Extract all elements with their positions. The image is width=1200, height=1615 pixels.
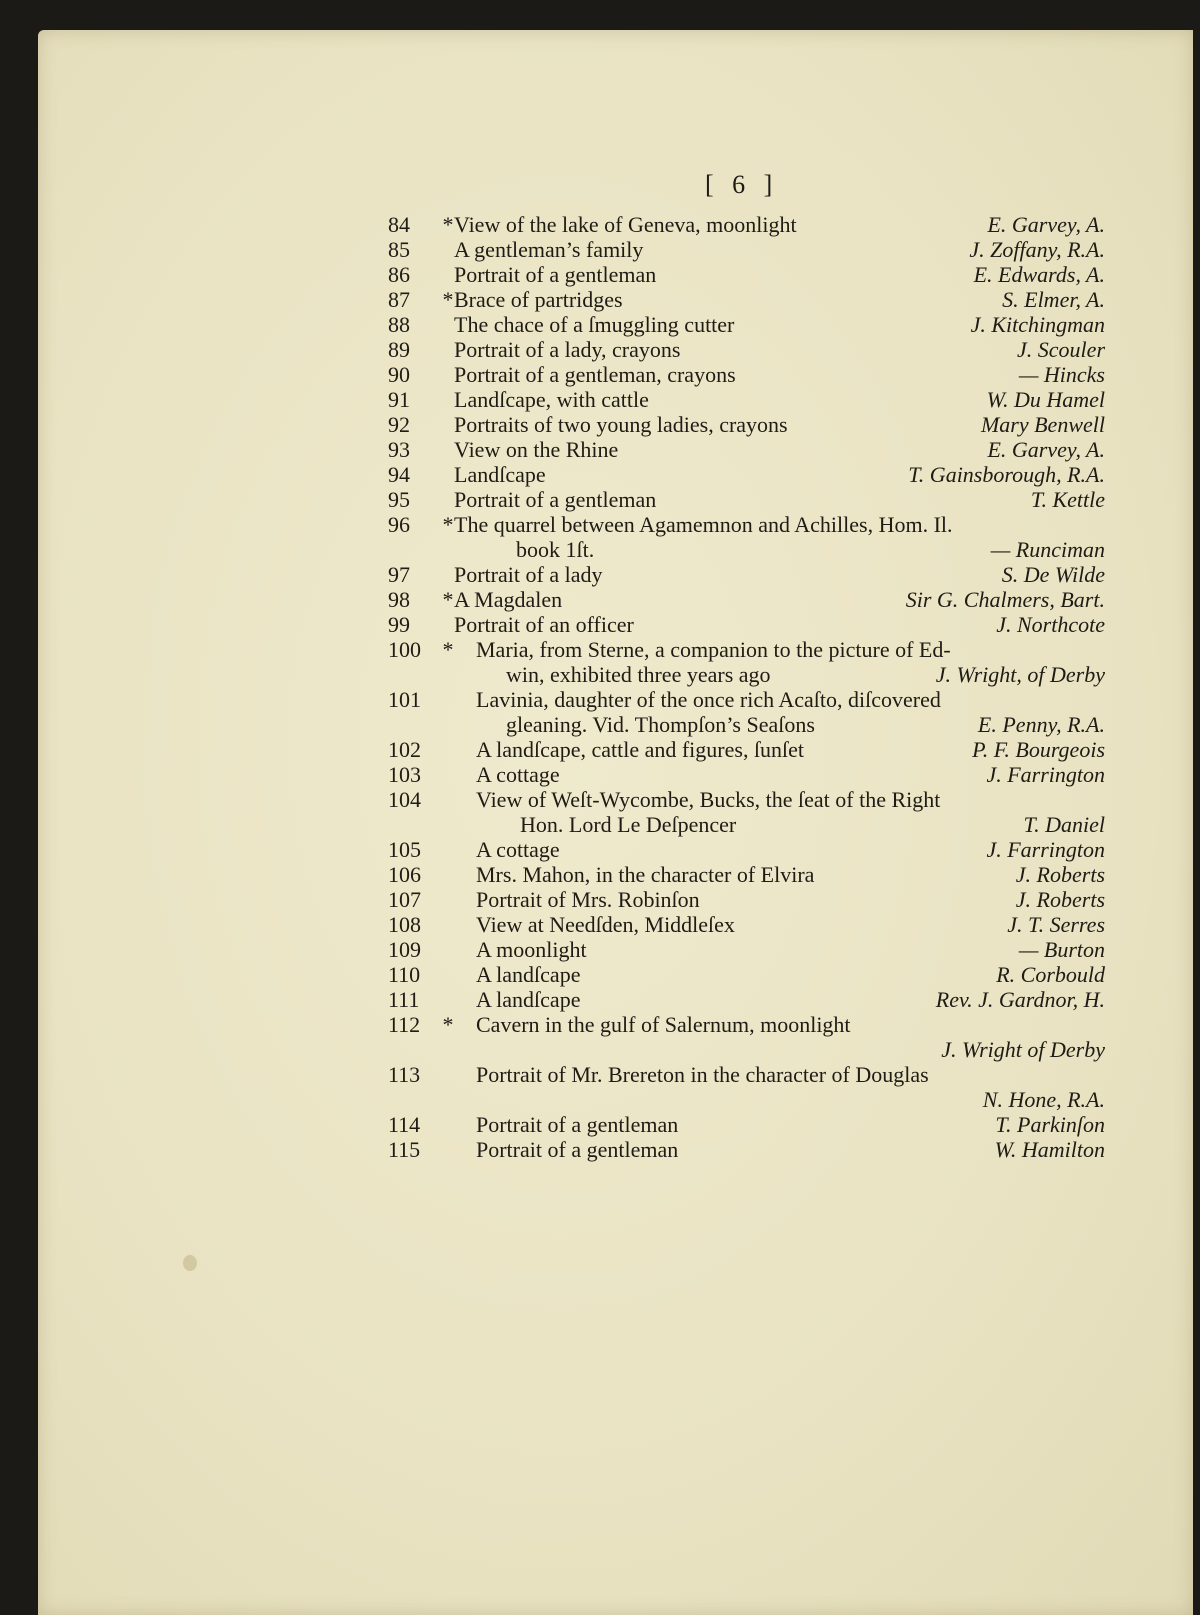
entry-title: Landſcape — [454, 462, 546, 487]
entry-title: A landſcape, cattle and figures, ſunſet — [476, 737, 805, 762]
asterisk-marker: * — [442, 287, 454, 312]
entry-artist: J. Farrington — [986, 762, 1105, 787]
entry-number: 114 — [388, 1112, 421, 1137]
entry-number: 96 — [388, 512, 410, 537]
entry-number: 85 — [388, 237, 410, 262]
entry-title: Portrait of a gentleman — [454, 262, 657, 287]
entry-title: Lavinia, daughter of the once rich Acaſto, diſcovered — [476, 687, 941, 712]
entry-artist: — Runciman — [990, 537, 1105, 562]
entry-number: 98 — [388, 587, 410, 612]
entry-artist: T. Kettle — [1030, 487, 1105, 512]
entry-artist: J. Wright of Derby — [941, 1037, 1105, 1062]
entry-number: 88 — [388, 312, 410, 337]
entry-title: book 1ſt. — [516, 537, 595, 562]
entry-artist: E. Garvey, A. — [987, 437, 1105, 462]
entry-number: 92 — [388, 412, 410, 437]
entry-number: 95 — [388, 487, 410, 512]
entry-title: A gentleman’s family — [454, 237, 644, 262]
entry-title: Hon. Lord Le Deſpencer — [520, 812, 737, 837]
entry-artist: W. Du Hamel — [986, 387, 1105, 412]
entry-title: Portrait of a gentleman — [454, 487, 657, 512]
entry-number: 89 — [388, 337, 410, 362]
entry-title: Portrait of a lady — [454, 562, 603, 587]
entry-number: 106 — [388, 862, 421, 887]
entry-number: 102 — [388, 737, 421, 762]
entry-title: Portrait of a gentleman, crayons — [454, 362, 736, 387]
entry-title: A cottage — [476, 837, 560, 862]
entry-number: 110 — [388, 962, 421, 987]
entry-title: A landſcape — [476, 987, 581, 1012]
page-header: [ 6 ] — [705, 170, 779, 199]
entry-number: 101 — [388, 687, 421, 712]
entry-number: 93 — [388, 437, 410, 462]
entry-artist: J. Kitchingman — [970, 312, 1105, 337]
entry-number: 113 — [388, 1062, 421, 1087]
entry-artist: W. Hamilton — [994, 1137, 1105, 1162]
entry-title: A moonlight — [476, 937, 587, 962]
entry-number: 99 — [388, 612, 410, 637]
entry-number: 87 — [388, 287, 410, 312]
entry-artist: J. Northcote — [996, 612, 1105, 637]
entry-artist: T. Parkinſon — [995, 1112, 1105, 1137]
entry-number: 104 — [388, 787, 421, 812]
entry-title: The chace of a ſmuggling cutter — [454, 312, 735, 337]
entry-number: 90 — [388, 362, 410, 387]
asterisk-marker: * — [442, 587, 454, 612]
entry-number: 97 — [388, 562, 410, 587]
asterisk-marker: * — [442, 512, 454, 537]
entry-artist: N. Hone, R.A. — [982, 1087, 1105, 1112]
entry-artist: J. Roberts — [1015, 887, 1105, 912]
entry-title: gleaning. Vid. Thompſon’s Seaſons — [506, 712, 815, 737]
entry-title: View of the lake of Geneva, moonlight — [454, 212, 797, 237]
entry-artist: E. Penny, R.A. — [977, 712, 1105, 737]
entry-number: 84 — [388, 212, 410, 237]
entry-artist: E. Garvey, A. — [987, 212, 1105, 237]
entry-title: The quarrel between Agamemnon and Achilles, Hom. Il. — [454, 512, 953, 537]
entry-title: Landſcape, with cattle — [454, 387, 649, 412]
paper-stain — [183, 1255, 197, 1271]
entry-number: 108 — [388, 912, 421, 937]
entry-artist: — Burton — [1018, 937, 1105, 962]
entry-artist: P. F. Bourgeois — [972, 737, 1105, 762]
entry-artist: S. Elmer, A. — [1002, 287, 1105, 312]
entry-title: Brace of partridges — [454, 287, 623, 312]
entry-title: Portrait of a gentleman — [476, 1112, 679, 1137]
entry-title: Cavern in the gulf of Salernum, moonlight — [476, 1012, 851, 1037]
entry-title: View at Needſden, Middleſex — [476, 912, 735, 937]
entry-number: 103 — [388, 762, 421, 787]
entry-number: 107 — [388, 887, 421, 912]
entry-title: Mrs. Mahon, in the character of Elvira — [476, 862, 815, 887]
entry-title: A cottage — [476, 762, 560, 787]
entry-artist: J. T. Serres — [1007, 912, 1105, 937]
entry-title: Portrait of a lady, crayons — [454, 337, 681, 362]
entry-title: win, exhibited three years ago — [506, 662, 771, 687]
entry-number: 86 — [388, 262, 410, 287]
entry-artist: J. Wright, of Derby — [935, 662, 1105, 687]
entry-artist: J. Zoffany, R.A. — [969, 237, 1105, 262]
catalogue-page — [38, 30, 1193, 1615]
entry-number: 115 — [388, 1137, 421, 1162]
entry-title: A Magdalen — [454, 587, 563, 612]
entry-artist: T. Gainsborough, R.A. — [908, 462, 1105, 487]
entry-title: Maria, from Sterne, a companion to the picture of Ed- — [476, 637, 951, 662]
entry-artist: Sir G. Chalmers, Bart. — [905, 587, 1105, 612]
entry-number: 105 — [388, 837, 421, 862]
asterisk-marker: * — [442, 212, 454, 237]
entry-artist: T. Daniel — [1023, 812, 1105, 837]
asterisk-marker: * — [442, 637, 454, 662]
asterisk-marker: * — [442, 1012, 454, 1037]
entry-title: Portraits of two young ladies, crayons — [454, 412, 788, 437]
entry-title: A landſcape — [476, 962, 581, 987]
entry-artist: Mary Benwell — [980, 412, 1105, 437]
entry-number: 112 — [388, 1012, 421, 1037]
entry-artist: S. De Wilde — [1001, 562, 1105, 587]
entry-title: Portrait of Mrs. Robinſon — [476, 887, 700, 912]
entry-artist: Rev. J. Gardnor, H. — [935, 987, 1105, 1012]
entry-title: Portrait of an officer — [454, 612, 634, 637]
entry-title: Portrait of Mr. Brereton in the character of Douglas — [476, 1062, 929, 1087]
entry-number: 94 — [388, 462, 410, 487]
entry-artist: — Hincks — [1018, 362, 1105, 387]
entry-number: 91 — [388, 387, 410, 412]
entry-artist: J. Roberts — [1015, 862, 1105, 887]
entry-artist: J. Scouler — [1017, 337, 1105, 362]
entry-number: 109 — [388, 937, 421, 962]
entry-title: View of Weſt-Wycombe, Bucks, the ſeat of the Right — [476, 787, 941, 812]
entry-artist: R. Corbould — [996, 962, 1105, 987]
entry-number: 100 — [388, 637, 421, 662]
entry-artist: E. Edwards, A. — [973, 262, 1105, 287]
catalogue-entry — [38, 1137, 1193, 1167]
entry-number: 111 — [388, 987, 420, 1012]
entry-title: View on the Rhine — [454, 437, 619, 462]
entry-artist: J. Farrington — [986, 837, 1105, 862]
entry-title: Portrait of a gentleman — [476, 1137, 679, 1162]
